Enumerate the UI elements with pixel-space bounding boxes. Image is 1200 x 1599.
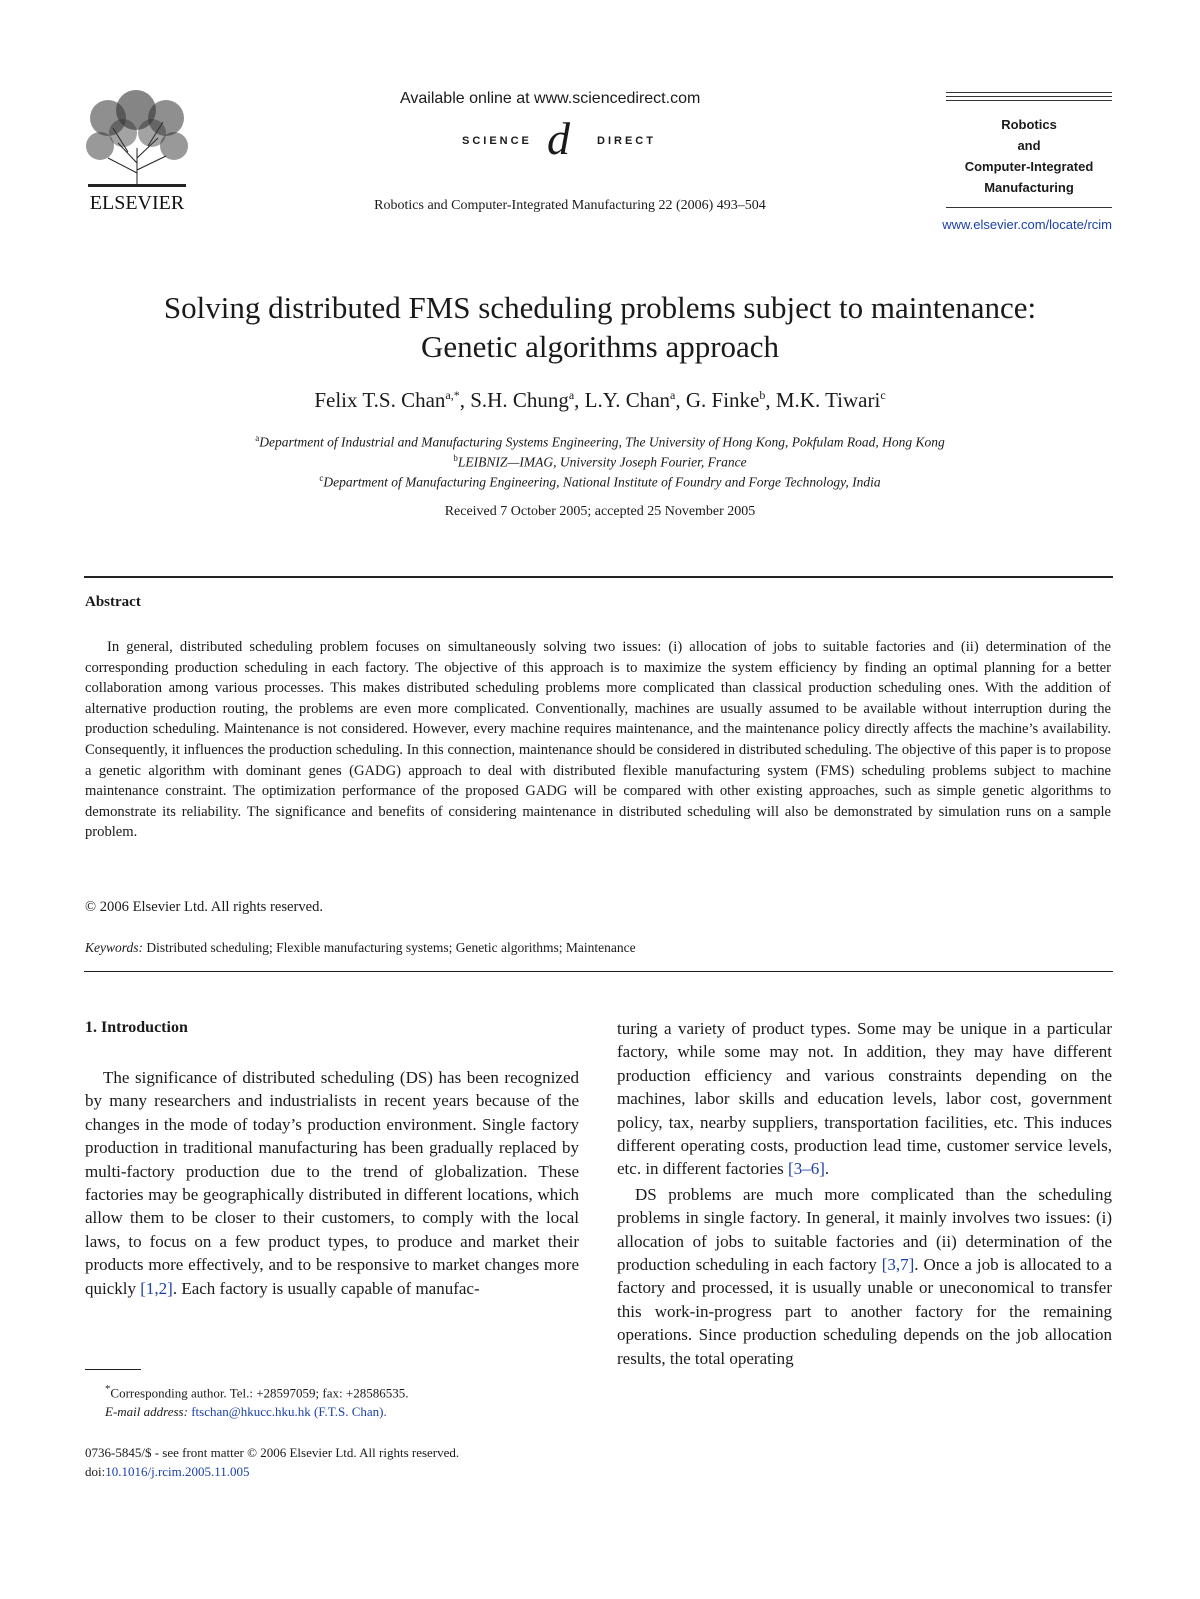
journal-box-line: Robotics <box>1001 117 1057 132</box>
keywords-text: Distributed scheduling; Flexible manufacturing systems; Genetic algorithms; Maintenance <box>146 940 636 955</box>
citation-link[interactable]: [1,2] <box>140 1278 173 1298</box>
available-online-text: Available online at www.sciencedirect.com <box>400 90 701 107</box>
intro-text: The significance of distributed scheduling (DS) has been recognized by many researchers and industrialists in recent years because of the changes in the mode of today’s production environment. Single factory production in traditional manufacturing has been gradually replaced by multi-factory production due to the trend of globalization. These factories may be geographically distributed in different locations, which allow them to be closer to their customers, to comply with the local laws, to focus on a few product types, to produce and market their products more effectively, and to be responsive to market changes more quickly <box>85 1068 579 1298</box>
author-sup[interactable]: b <box>759 388 766 402</box>
paragraph <box>617 1183 1112 1370</box>
title-line-2: Genetic algorithms approach <box>420 329 780 364</box>
journal-box-line: and <box>1017 138 1041 153</box>
intro-text: DS problems are much more complicated than the scheduling problems in single factory. In general, it mainly involves two issues: (i) allocation of jobs to suitable factories and (ii) determination of the production scheduling in each factory <box>617 1184 1112 1275</box>
journal-box-line: Computer-Integrated <box>964 159 1094 174</box>
email-label: E-mail address: <box>105 1404 188 1420</box>
publisher-name: ELSEVIER <box>89 192 185 213</box>
abstract-bottom-rule <box>84 971 1113 972</box>
author-sup[interactable]: a <box>568 388 575 402</box>
corresponding-author <box>85 1380 585 1402</box>
email-owner: (F.T.S. Chan). <box>314 1404 387 1420</box>
keywords-label: Keywords: <box>85 940 143 955</box>
affiliation-sup: b <box>453 453 458 463</box>
journal-name-box <box>946 114 1112 198</box>
abstract-heading: Abstract <box>85 594 141 610</box>
affiliation-text: Department of Manufacturing Engineering, National Institute of Foundry and Forge Technology, India <box>323 474 881 490</box>
affiliation-sup: c <box>319 473 324 483</box>
journal-box-line: Manufacturing <box>984 180 1074 195</box>
front-matter-line: 0736-5845/$ - see front matter © 2006 Elsevier Ltd. All rights reserved. <box>85 1445 460 1460</box>
abstract-copyright: © 2006 Elsevier Ltd. All rights reserved. <box>85 899 324 915</box>
author-list: Felix T.S. Chan$^{a,*}$, S.H. Chung$^a$, L.Y. Chan$^a$, G. Finke$^b$, M.K. Tiwari$^c$ <box>314 388 886 412</box>
intro-text: . Once a job is allocated to a factory and processed, it is usually unable or uneconomical to transfer this work-in-progress part to another factory for the remaining operations. Since production scheduling depends on the job allocation results, the total operating <box>617 1255 1112 1368</box>
author-sup[interactable]: a <box>670 388 676 402</box>
intro-text: . Each factory is usually capable of manufac- <box>172 1278 480 1298</box>
author-name: M.K. Tiwari <box>775 388 881 412</box>
intro-text: turing a variety of product types. Some may be unique in a particular factory, while some may not. In addition, they may have different production efficiency and various constraints depending on the machines, labor skills and education levels, labor cost, government policy, tax, nearby suppliers, transportation facilities, etc. This induces different operating costs, production lead time, customer service levels, etc. in different factories <box>617 1019 1112 1179</box>
left-column <box>85 1066 579 1300</box>
footnote-text: Corresponding author. Tel.: +28597059; fax: +28586535. <box>110 1385 409 1401</box>
doi-line <box>85 1462 685 1481</box>
sd-mark: d <box>547 113 570 164</box>
author-name: L.Y. Chan <box>584 388 671 412</box>
abstract-body: In general, distributed scheduling problem focuses on simultaneously solving two issues: (i) allocation of jobs to suitable factories and (ii) determination of the corresponding production scheduling in each factory. The objective of this approach is to maximize the system efficiency by finding an optimal planning for a better collaboration among various processes. This makes distributed scheduling problems more complicated than classical production scheduling ones. With the addition of alternative production routing, the problems are even more complicated. Conventionally, machines are usually assumed to be available without interruption during the production scheduling. Maintenance is not considered. However, every machine requires maintenance, and the maintenance policy directly affects the machine’s availability. Consequently, it influences the production scheduling. In this connection, maintenance should be considered in distributed scheduling. The objective of this paper is to propose a genetic algorithm with dominant genes (GADG) approach to deal with distributed flexible manufacturing system (FMS) scheduling problems subject to machine maintenance constraint. The optimization performance of the proposed GADG will be compared with other existing approaches, such as simple genetic algorithms to demonstrate its reliability. The significance and benefits of considering maintenance in distributed scheduling will also be demonstrated by simulation runs on a sample problem. <box>85 639 1111 841</box>
journal-box-rules <box>946 92 1112 106</box>
citation-link[interactable]: [3,7] <box>881 1255 915 1275</box>
footnote-rule <box>85 1369 141 1370</box>
title-line-1: Solving distributed FMS scheduling problems subject to maintenance: <box>163 290 1037 325</box>
paragraph <box>617 1017 1112 1181</box>
affiliation-a <box>40 433 1160 451</box>
email-link[interactable]: ftschan@hkucc.hku.hk <box>191 1404 311 1420</box>
doi-link[interactable]: 10.1016/j.rcim.2005.11.005 <box>105 1464 250 1479</box>
affiliation-sup: a <box>255 433 260 443</box>
affiliation-text: Department of Industrial and Manufacturing Systems Engineering, The University of Hong Kong, Pokfulam Road, Hong Kong <box>259 434 945 450</box>
affiliation-text: LEIBNIZ—IMAG, University Joseph Fourier, France <box>457 454 747 470</box>
email-line <box>85 1402 585 1421</box>
doi-label: doi: <box>85 1464 106 1479</box>
received-dates: Received 7 October 2005; accepted 25 November 2005 <box>444 504 756 519</box>
citation-link[interactable]: [3–6] <box>788 1159 825 1179</box>
page-footer <box>85 1443 685 1481</box>
right-column <box>617 1017 1112 1370</box>
sd-left-word: SCIENCE <box>462 135 532 147</box>
section-heading: 1. Introduction <box>85 1019 188 1036</box>
sciencedirect-logo <box>462 113 682 164</box>
affiliation-b <box>40 453 1160 471</box>
footnote-star: * <box>105 1383 111 1395</box>
footnote <box>85 1380 585 1421</box>
author-name: Felix T.S. Chan <box>314 388 446 412</box>
author-name: S.H. Chung <box>470 388 569 412</box>
journal-box-bottom-rule <box>946 207 1112 208</box>
elsevier-tree-logo <box>78 88 196 213</box>
sd-right-word: DIRECT <box>597 135 656 147</box>
intro-text: . <box>824 1159 830 1179</box>
abstract-top-rule <box>84 576 1113 578</box>
journal-citation: Robotics and Computer-Integrated Manufacturing 22 (2006) 493–504 <box>374 198 766 213</box>
keywords <box>85 940 636 956</box>
affiliation-c <box>40 473 1160 491</box>
author-sup[interactable]: a,* <box>445 388 460 402</box>
author-name: G. Finke <box>685 388 760 412</box>
journal-url-link[interactable]: www.elsevier.com/locate/rcim <box>942 217 1112 232</box>
author-sup[interactable]: c <box>880 388 886 402</box>
paper-title <box>40 288 1160 366</box>
